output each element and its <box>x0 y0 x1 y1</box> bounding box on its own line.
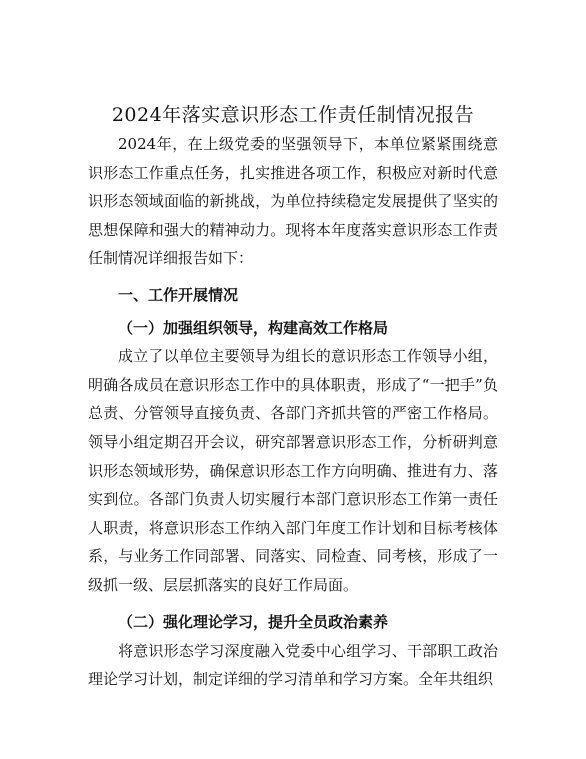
document-title: 2024年落实意识形态工作责任制情况报告 <box>111 104 475 126</box>
subsection-heading-organization: （一）加强组织领导，构建高效工作格局 <box>118 318 389 337</box>
document-page <box>88 100 498 723</box>
section-heading-work-progress: 一、工作开展情况 <box>118 286 239 304</box>
subsection-body-theory-study: 将意识形态学习深度融入党委中心组学习、干部职工政治理论学习计划，制定详细的学习清单和学习方案。全年共组织 <box>88 641 498 689</box>
subsection-heading-theory-study: （二）强化理论学习，提升全员政治素养 <box>118 613 389 632</box>
intro-paragraph: 2024年，在上级党委的坚强领导下，本单位紧紧围绕意识形态工作重点任务，扎实推进各项工作，积极应对新时代意识形态领域面临的新挑战，为单位持续稳定发展提供了坚实的思想保障和强大的精神动力。现将本年度落实意识形态工作责任制情况详细报告如下： <box>88 135 498 268</box>
subsection-body-organization: 成立了以单位主要领导为组长的意识形态工作领导小组，明确各成员在意识形态工作中的具体职责，形成了“一把手”负总责、分管领导直接负责、各部门齐抓共管的严密工作格局。领导小组定期召开会议，研究部署意识形态工作，分析研判意识形态领域形势，确保意识形态工作方向明确、推进有力、落实到位。各部门负责人切实履行本部门意识形态工作第一责任人职责，将意识形态工作纳入部门年度工作计划和目标考核体系，与业务工作同部署、同落实、同检查、同考核，形成了一级抓一级、层层抓落实的良好工作局面。 <box>88 347 498 594</box>
